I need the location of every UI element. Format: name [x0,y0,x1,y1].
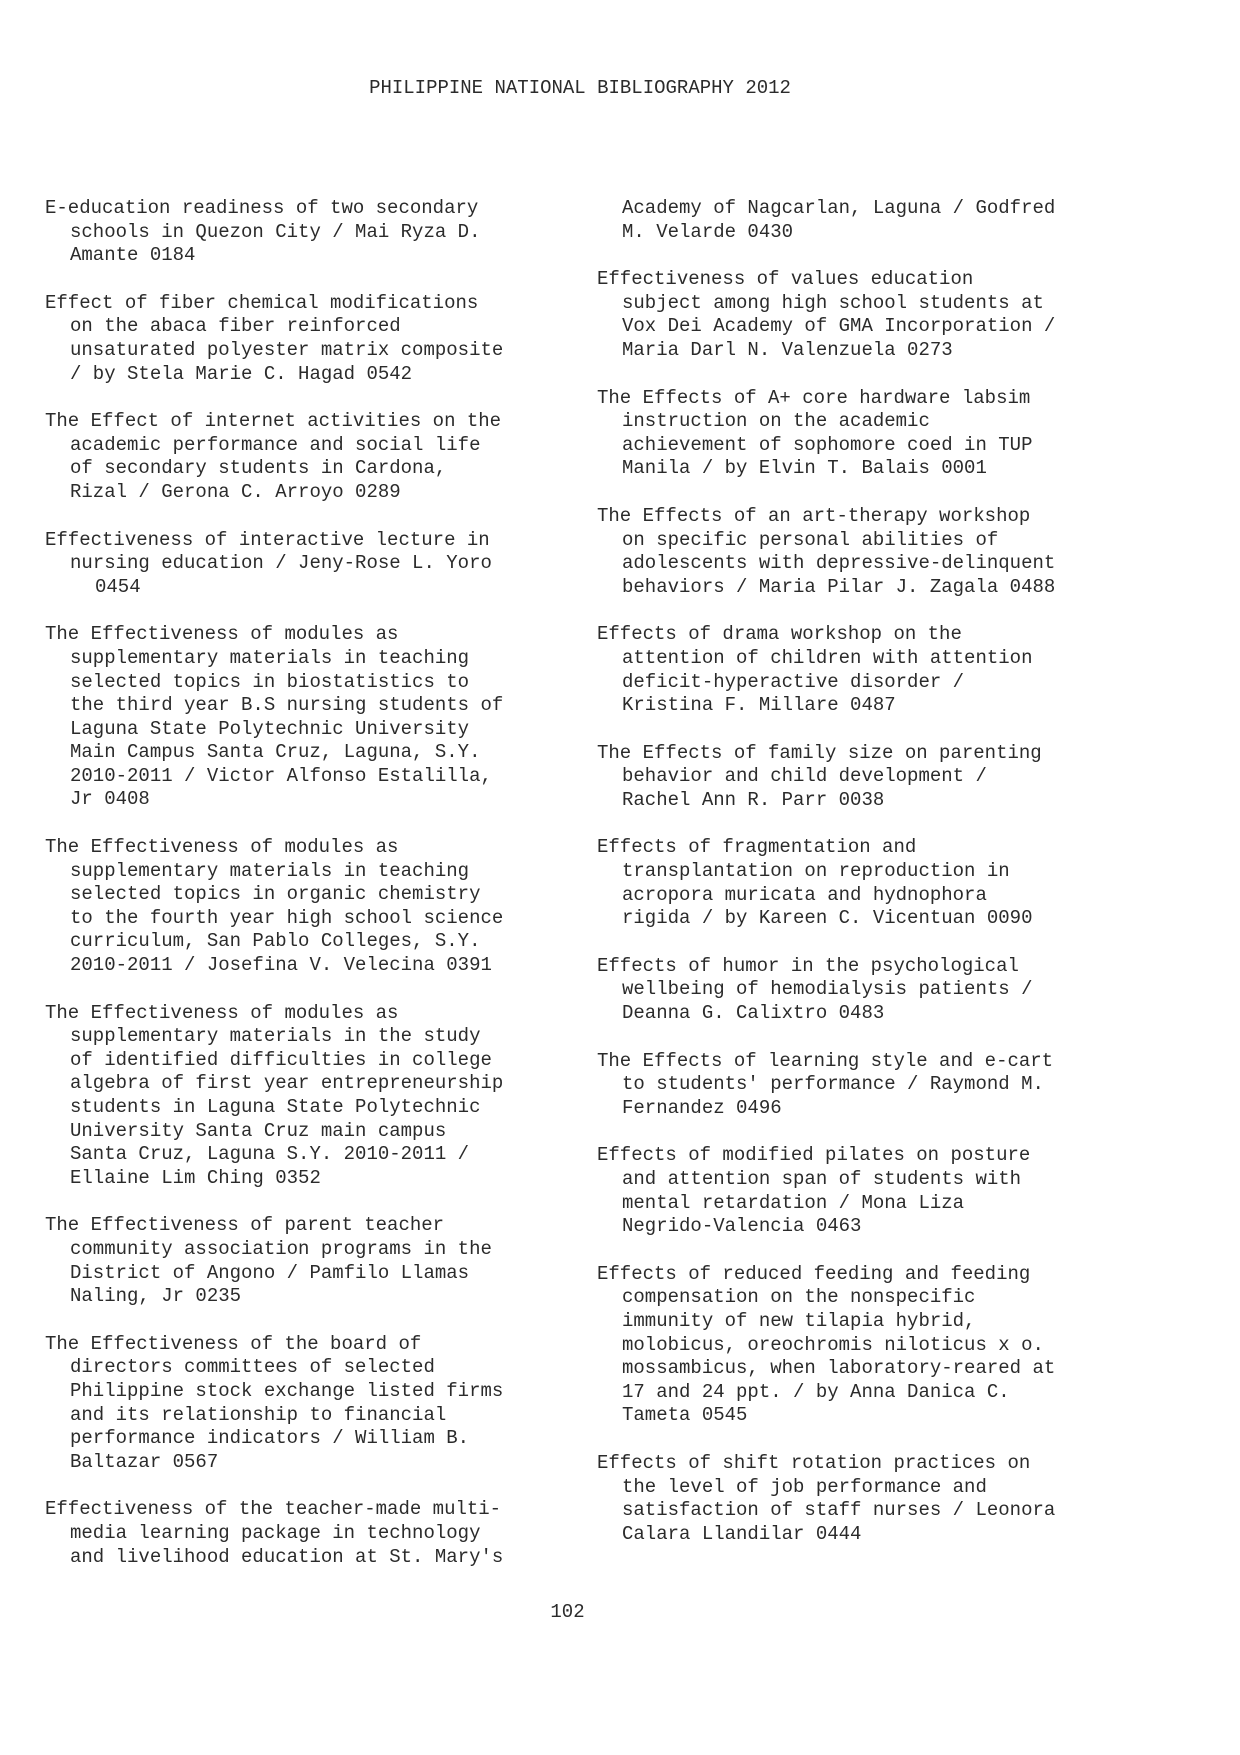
entry-line: Tameta 0545 [622,1404,748,1427]
entry-line: and its relationship to financial [70,1403,447,1426]
entry-line: District of Angono / Pamfilo Llamas [70,1261,470,1284]
entry-line: Naling, Jr 0235 [70,1285,242,1308]
entry-line: University Santa Cruz main campus [70,1119,447,1142]
entry-line: curriculum, San Pablo Colleges, S.Y. [70,930,481,953]
entry-line: schools in Quezon City / Mai Ryza D. [70,220,481,243]
entry-line: on the abaca fiber reinforced [70,315,401,338]
entry-line: 2010-2011 / Josefina V. Velecina 0391 [70,954,492,977]
entry-line: directors committees of selected [70,1356,435,1379]
entry-line: nursing education / Jeny-Rose L. Yoro [70,552,492,575]
entry-line: deficit-hyperactive disorder / [622,670,965,693]
entry-line: Amante 0184 [70,244,196,267]
entry-line: rigida / by Kareen C. Vicentuan 0090 [622,907,1033,930]
bibliography-entry [45,410,585,504]
bibliography-entry [45,1002,585,1191]
bibliography-entry [597,1452,1137,1546]
entry-line: of secondary students in Cardona, [70,457,447,480]
bibliography-entry [45,292,585,386]
entry-line: Effectiveness of the teacher-made multi- [45,1498,502,1521]
entry-line: The Effectiveness of modules as [45,836,399,859]
bibliography-entry [597,1263,1137,1428]
entry-line: instruction on the academic [622,410,930,433]
entry-line: Effect of fiber chemical modifications [45,291,479,314]
entry-line: subject among high school students at [622,291,1044,314]
entry-line: immunity of new tilapia hybrid, [622,1309,976,1332]
entry-line: Baltazar 0567 [70,1450,219,1473]
bibliography-entry [597,197,1137,244]
entry-line: Effects of modified pilates on posture [597,1144,1031,1167]
entry-line: supplementary materials in teaching [70,859,470,882]
bibliography-entry [45,197,585,268]
entry-line: E-education readiness of two secondary [45,197,479,219]
entry-line: The Effectiveness of parent teacher [45,1214,445,1237]
page-header: PHILIPPINE NATIONAL BIBLIOGRAPHY 2012 [369,77,791,99]
entry-line: The Effects of learning style and e-cart [597,1049,1054,1072]
entry-line: / by Stela Marie C. Hagad 0542 [70,362,413,385]
entry-line: performance indicators / William B. [70,1427,470,1450]
bibliography-entry [597,1050,1137,1121]
entry-line: Academy of Nagcarlan, Laguna / Godfred [622,197,1056,219]
entry-line: community association programs in the [70,1237,492,1260]
entry-line: the level of job performance and [622,1475,987,1498]
bibliography-entry [597,836,1137,930]
entry-line: Effects of shift rotation practices on [597,1451,1031,1474]
entry-line: Effects of humor in the psychological [597,954,1019,977]
entry-line: Effects of drama workshop on the [597,623,962,646]
entry-line: Santa Cruz, Laguna S.Y. 2010-2011 / [70,1143,470,1166]
bibliography-entry [597,387,1137,481]
entry-line: Jr 0408 [70,788,150,811]
entry-line: Main Campus Santa Cruz, Laguna, S.Y. [70,741,481,764]
entry-line: Rizal / Gerona C. Arroyo 0289 [70,480,401,503]
entry-line: transplantation on reproduction in [622,860,1010,883]
entry-line: selected topics in organic chemistry [70,883,481,906]
entry-line: 2010-2011 / Victor Alfonso Estalilla, [70,764,492,787]
entry-line: on specific personal abilities of [622,528,999,551]
bibliography-entry [45,1498,585,1569]
entry-line: Ellaine Lim Ching 0352 [70,1166,321,1189]
entry-line: The Effects of A+ core hardware labsim [597,386,1031,409]
entry-line: Effectiveness of values education [597,268,974,291]
entry-line: The Effectiveness of modules as [45,623,399,646]
entry-line: M. Velarde 0430 [622,220,794,243]
entry-line: behaviors / Maria Pilar J. Zagala 0488 [622,575,1056,598]
entry-line: Deanna G. Calixtro 0483 [622,1002,885,1025]
right-column [597,197,1137,1570]
entry-line: wellbeing of hemodialysis patients / [622,978,1033,1001]
entry-line: Effects of fragmentation and [597,836,917,859]
bibliography-entry [45,529,585,600]
bibliography-entry [597,268,1137,362]
entry-line: The Effectiveness of the board of [45,1332,422,1355]
bibliography-entry [597,955,1137,1026]
entry-line: academic performance and social life [70,433,481,456]
entry-line: Kristina F. Millare 0487 [622,694,896,717]
entry-line: compensation on the nonspecific [622,1286,976,1309]
entry-line: Fernandez 0496 [622,1096,782,1119]
entry-line: algebra of first year entrepreneurship [70,1072,504,1095]
entry-line: attention of children with attention [622,646,1033,669]
bibliography-entry [45,1333,585,1475]
entry-line: acropora muricata and hydnophora [622,883,987,906]
page-number: 102 [550,1601,585,1623]
entry-line: supplementary materials in teaching [70,646,470,669]
entry-line: adolescents with depressive-delinquent [622,552,1056,575]
entry-line: The Effectiveness of modules as [45,1001,399,1024]
entry-line: Manila / by Elvin T. Balais 0001 [622,457,987,480]
entry-line: students in Laguna State Polytechnic [70,1096,481,1118]
entry-line: Maria Darl N. Valenzuela 0273 [622,338,953,361]
entry-line: Effectiveness of interactive lecture in [45,528,490,551]
entry-line: mental retardation / Mona Liza [622,1191,965,1214]
entry-line: The Effect of internet activities on the [45,410,502,433]
entry-line: selected topics in biostatistics to [70,670,470,693]
bibliography-entry [597,505,1137,599]
entry-line: Negrido-Valencia 0463 [622,1215,862,1238]
entry-line: supplementary materials in the study [70,1025,481,1048]
entry-line: 0454 [95,575,141,598]
bibliography-entry [597,742,1137,813]
entry-line: satisfaction of staff nurses / Leonora [622,1499,1056,1522]
bibliography-entry [45,623,585,812]
entry-line: Effects of reduced feeding and feeding [597,1262,1031,1285]
entry-line: The Effects of family size on parenting [597,741,1042,764]
entry-line: Philippine stock exchange listed firms [70,1379,504,1402]
entry-line: The Effects of an art-therapy workshop [597,504,1031,527]
entry-line: unsaturated polyester matrix composite [70,338,504,361]
entry-line: to the fourth year high school science [70,906,504,929]
entry-line: mossambicus, when laboratory-reared at [622,1357,1056,1380]
entry-line: the third year B.S nursing students of [70,694,504,717]
entry-line: Laguna State Polytechnic University [70,717,470,740]
entry-line: of identified difficulties in college [70,1048,492,1071]
entry-line: Calara Llandilar 0444 [622,1522,862,1545]
entry-line: to students' performance / Raymond M. [622,1073,1044,1096]
left-column [45,197,585,1593]
bibliography-entry [597,1144,1137,1238]
entry-line: and attention span of students with [622,1168,1022,1190]
entry-line: behavior and child development / [622,765,987,788]
entry-line: 17 and 24 ppt. / by Anna Danica C. [622,1380,1010,1403]
entry-line: Vox Dei Academy of GMA Incorporation / [622,315,1056,338]
entry-line: and livelihood education at St. Mary's [70,1545,504,1568]
entry-line: achievement of sophomore coed in TUP [622,433,1033,456]
bibliography-entry [597,623,1137,717]
bibliography-entry [45,836,585,978]
entry-line: media learning package in technology [70,1521,481,1544]
bibliography-entry [45,1214,585,1308]
entry-line: Rachel Ann R. Parr 0038 [622,788,885,811]
entry-line: molobicus, oreochromis niloticus x o. [622,1333,1044,1356]
